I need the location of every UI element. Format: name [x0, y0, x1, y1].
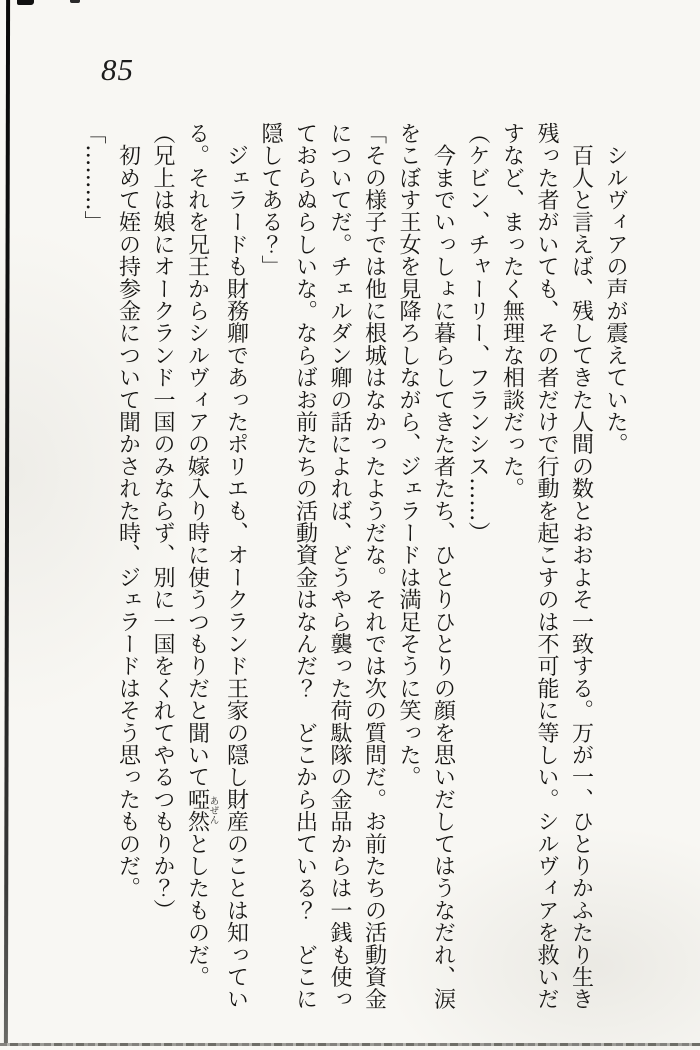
text-segment: としたものだ。	[184, 832, 210, 988]
text-line-13	[179, 122, 218, 1010]
scan-edge-bottom	[0, 1043, 700, 1046]
text-line-5: （ケビン、チャーリー、フランシス……）	[465, 122, 490, 544]
scan-artifact-top-1	[17, 0, 34, 5]
text-line-8: 「その様子では他に根城はなかったようだな。それでは次の質問だ。お前たちの活動資金	[361, 122, 387, 1010]
text-line-16: 「………」	[81, 122, 106, 233]
text-line-7: をこぼす王女を見降ろしながら、ジェラードは満足そうに笑った。	[396, 122, 421, 788]
page-number: 85	[101, 52, 134, 87]
furigana-ruby: 啞然あぜん	[184, 788, 219, 833]
text-line-15: 初めて姪の持参金について聞かされた時、ジェラードはそう思ったものだ。	[115, 122, 141, 899]
text-line-11: 隠してある？」	[258, 122, 283, 278]
scan-edge-left	[4, 0, 10, 1043]
text-line-6: 今までいっしょに暮らしてきた者たち、ひとりひとりの顔を思いだしてはうなだれ、涙	[430, 122, 456, 1010]
text-line-12: ジェラードも財務卿であったポリエも、オークランド王家の隠し財産のことは知ってい	[223, 122, 249, 1010]
text-line-1: シルヴィアの声が震えていた。	[603, 122, 628, 455]
text-line-14: （兄上は娘にオークランド一国のみならず、別に一国をくれてやるつもりか？）	[150, 122, 175, 922]
text-line-10: ておらぬらしいな。ならばお前たちの活動資金はなんだ？ どこから出ている？ どこに	[292, 122, 318, 1010]
text-line-2: 百人と言えば、残してきた人間の数とおおよそ一致する。万が一、ひとりかふたり生き	[568, 122, 594, 1010]
text-line-3: 残った者がいても、その者だけで行動を起こすのは不可能に等しい。シルヴィアを救いだ	[534, 122, 559, 1010]
text-block	[76, 122, 633, 1010]
scan-artifact-top-2	[70, 0, 80, 3]
text-segment: る。それを兄王からシルヴィアの嫁入り時に使うつもりだと聞いて	[184, 122, 210, 788]
text-line-4: すなど、まったく無理な相談だった。	[499, 122, 525, 500]
text-line-9: についてだ。チェルダン卿の話によれば、どうやら襲った荷駄隊の金品からは一銭も使っ	[327, 122, 352, 1010]
